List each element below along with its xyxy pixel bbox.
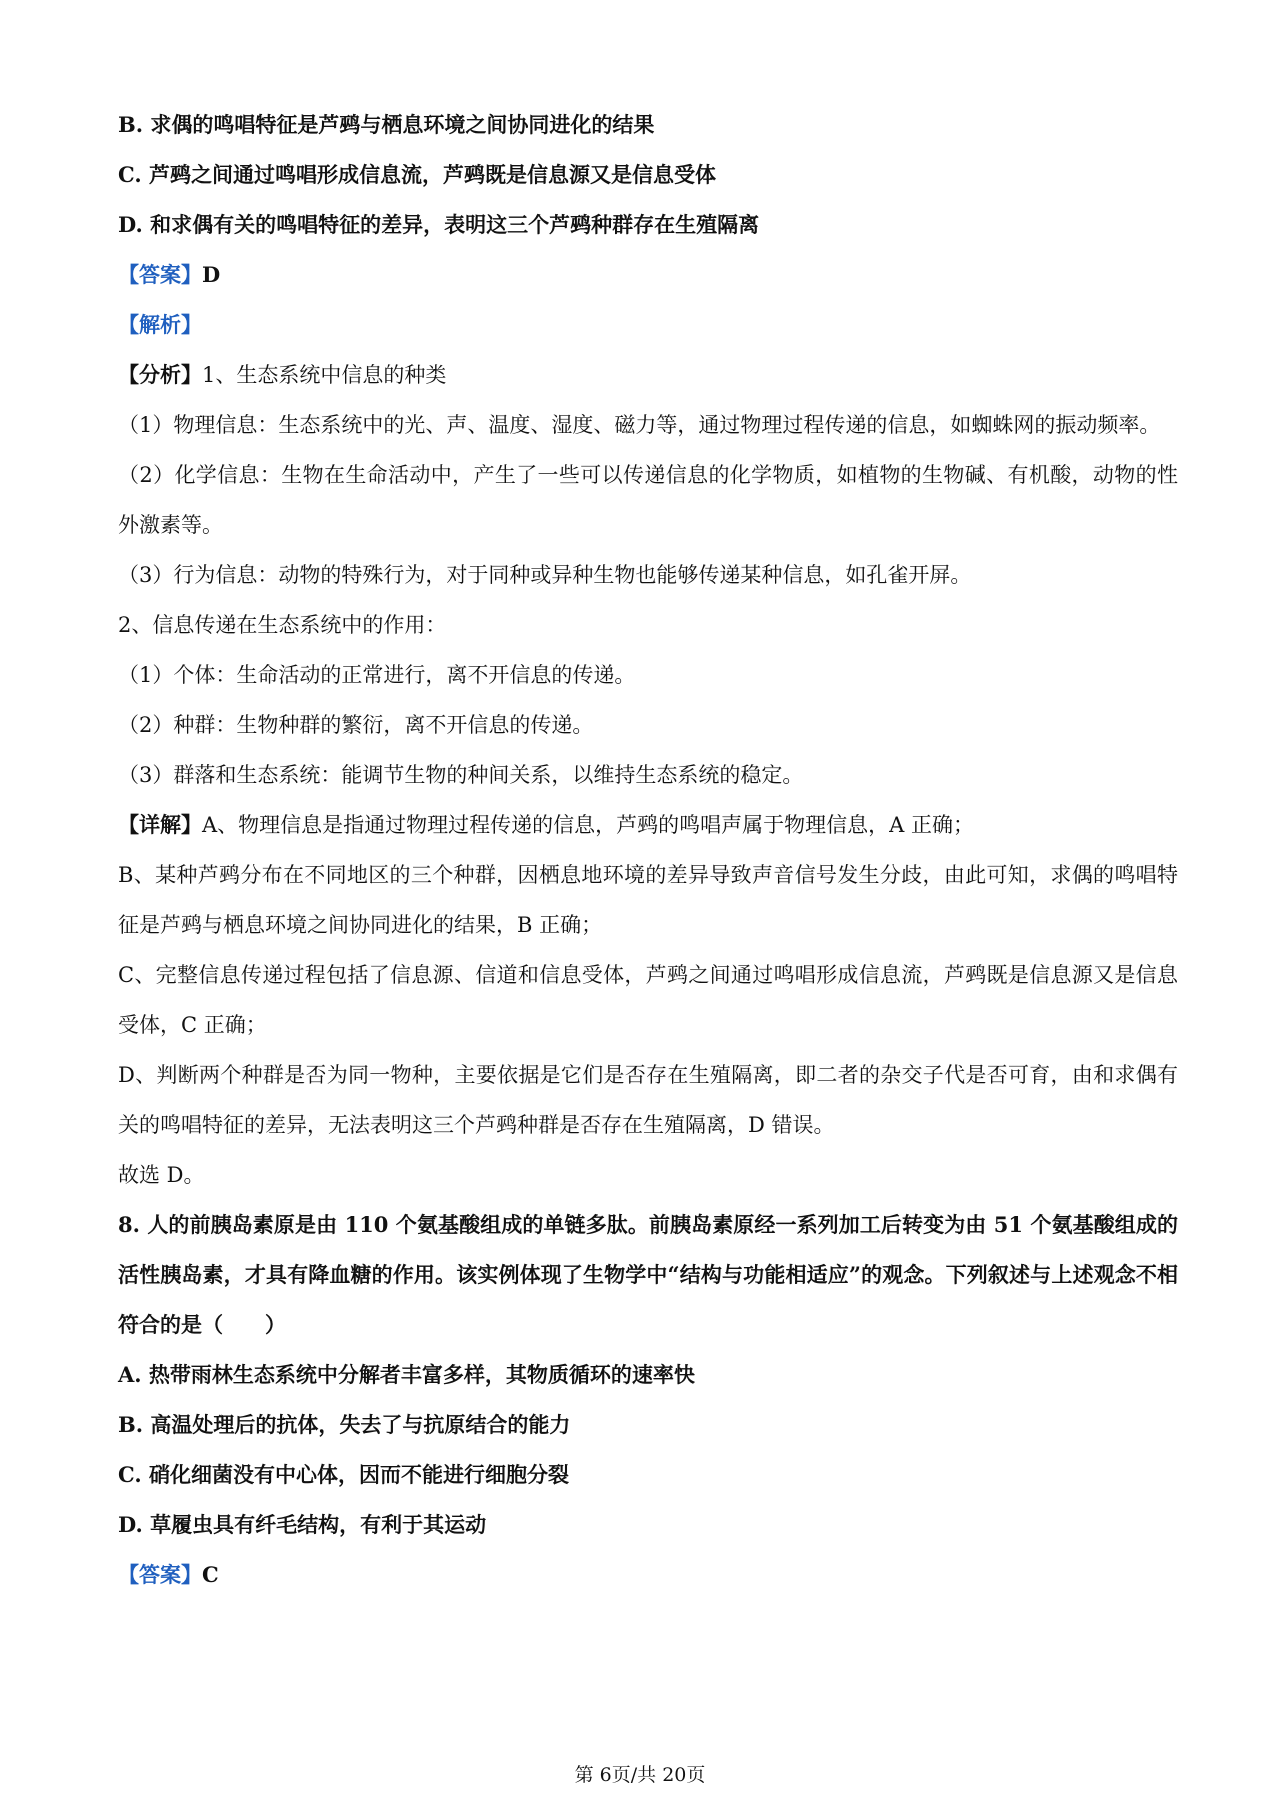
q8-answer — [118, 1550, 1178, 1600]
q8-stem: 8. 人的前胰岛素原是由 110 个氨基酸组成的单链多肽。前胰岛素原经一系列加工后转变为由 51 个氨基酸组成的活性胰岛素，才具有降血糖的作用。该实例体现了生物学中“结构与功能相适应”的观念。下列叙述与上述观念不相符合的是（ ） — [118, 1212, 1178, 1337]
page-footer: 第 6页/共 20页 — [574, 1764, 706, 1786]
q8-option-c: C. 硝化细菌没有中心体，因而不能进行细胞分裂 — [118, 1462, 569, 1487]
detail-tag: 【详解】 — [118, 812, 202, 837]
q8-answer-value: C — [202, 1562, 219, 1587]
analysis-heading-1 — [118, 350, 1178, 400]
analysis-heading-2: 2、信息传递在生态系统中的作用： — [118, 613, 447, 637]
analysis-population: （2）种群：生物种群的繁衍，离不开信息的传递。 — [118, 713, 594, 737]
analysis-physical-info: （1）物理信息：生态系统中的光、声、温度、湿度、磁力等，通过物理过程传递的信息，如蜘蛛网的振动频率。 — [118, 413, 1161, 437]
analysis-heading-1-text: 1、生态系统中信息的种类 — [202, 363, 447, 387]
answer-tag: 【答案】 — [118, 262, 202, 287]
q8-option-a: A. 热带雨林生态系统中分解者丰富多样，其物质循环的速率快 — [118, 1362, 695, 1387]
analysis-label: 【分析】 — [118, 362, 202, 387]
analysis-community: （3）群落和生态系统：能调节生物的种间关系，以维持生态系统的稳定。 — [118, 763, 804, 787]
analysis-behavior-info: （3）行为信息：动物的特殊行为，对于同种或异种生物也能够传递某种信息，如孔雀开屏。 — [118, 563, 972, 587]
detail-a-text: A、物理信息是指通过物理过程传递的信息，芦鹀的鸣唱声属于物理信息，A 正确； — [202, 813, 975, 837]
q7-answer — [118, 250, 1178, 300]
detail-c: C、完整信息传递过程包括了信息源、信道和信息受体，芦鹀之间通过鸣唱形成信息流，芦鹀既是信息源又是信息受体，C 正确； — [118, 963, 1178, 1037]
analysis-individual: （1）个体：生命活动的正常进行，离不开信息的传递。 — [118, 663, 636, 687]
analysis-tag: 【解析】 — [118, 312, 202, 337]
detail-conclusion: 故选 D。 — [118, 1163, 205, 1187]
document-page — [118, 100, 1178, 1600]
q8-option-d: D. 草履虫具有纤毛结构，有利于其运动 — [118, 1512, 487, 1537]
detail-a — [118, 800, 1178, 850]
detail-d: D、判断两个种群是否为同一物种，主要依据是它们是否存在生殖隔离，即二者的杂交子代是否可育，由和求偶有关的鸣唱特征的差异，无法表明这三个芦鹀种群是否存在生殖隔离，D 错误。 — [118, 1063, 1178, 1137]
detail-b: B、某种芦鹀分布在不同地区的三个种群，因栖息地环境的差异导致声音信号发生分歧，由此可知，求偶的鸣唱特征是芦鹀与栖息环境之间协同进化的结果，B 正确； — [118, 863, 1178, 937]
q7-option-c: C. 芦鹀之间通过鸣唱形成信息流，芦鹀既是信息源又是信息受体 — [118, 162, 716, 187]
q8-option-b: B. 高温处理后的抗体，失去了与抗原结合的能力 — [118, 1412, 571, 1437]
q7-option-b: B. 求偶的鸣唱特征是芦鹀与栖息环境之间协同进化的结果 — [118, 112, 655, 137]
answer-value: D — [202, 262, 221, 287]
q7-option-d: D. 和求偶有关的鸣唱特征的差异，表明这三个芦鹀种群存在生殖隔离 — [118, 212, 760, 237]
q8-answer-tag: 【答案】 — [118, 1562, 202, 1587]
analysis-chemical-info: （2）化学信息：生物在生命活动中，产生了一些可以传递信息的化学物质，如植物的生物碱、有机酸，动物的性外激素等。 — [118, 463, 1178, 537]
